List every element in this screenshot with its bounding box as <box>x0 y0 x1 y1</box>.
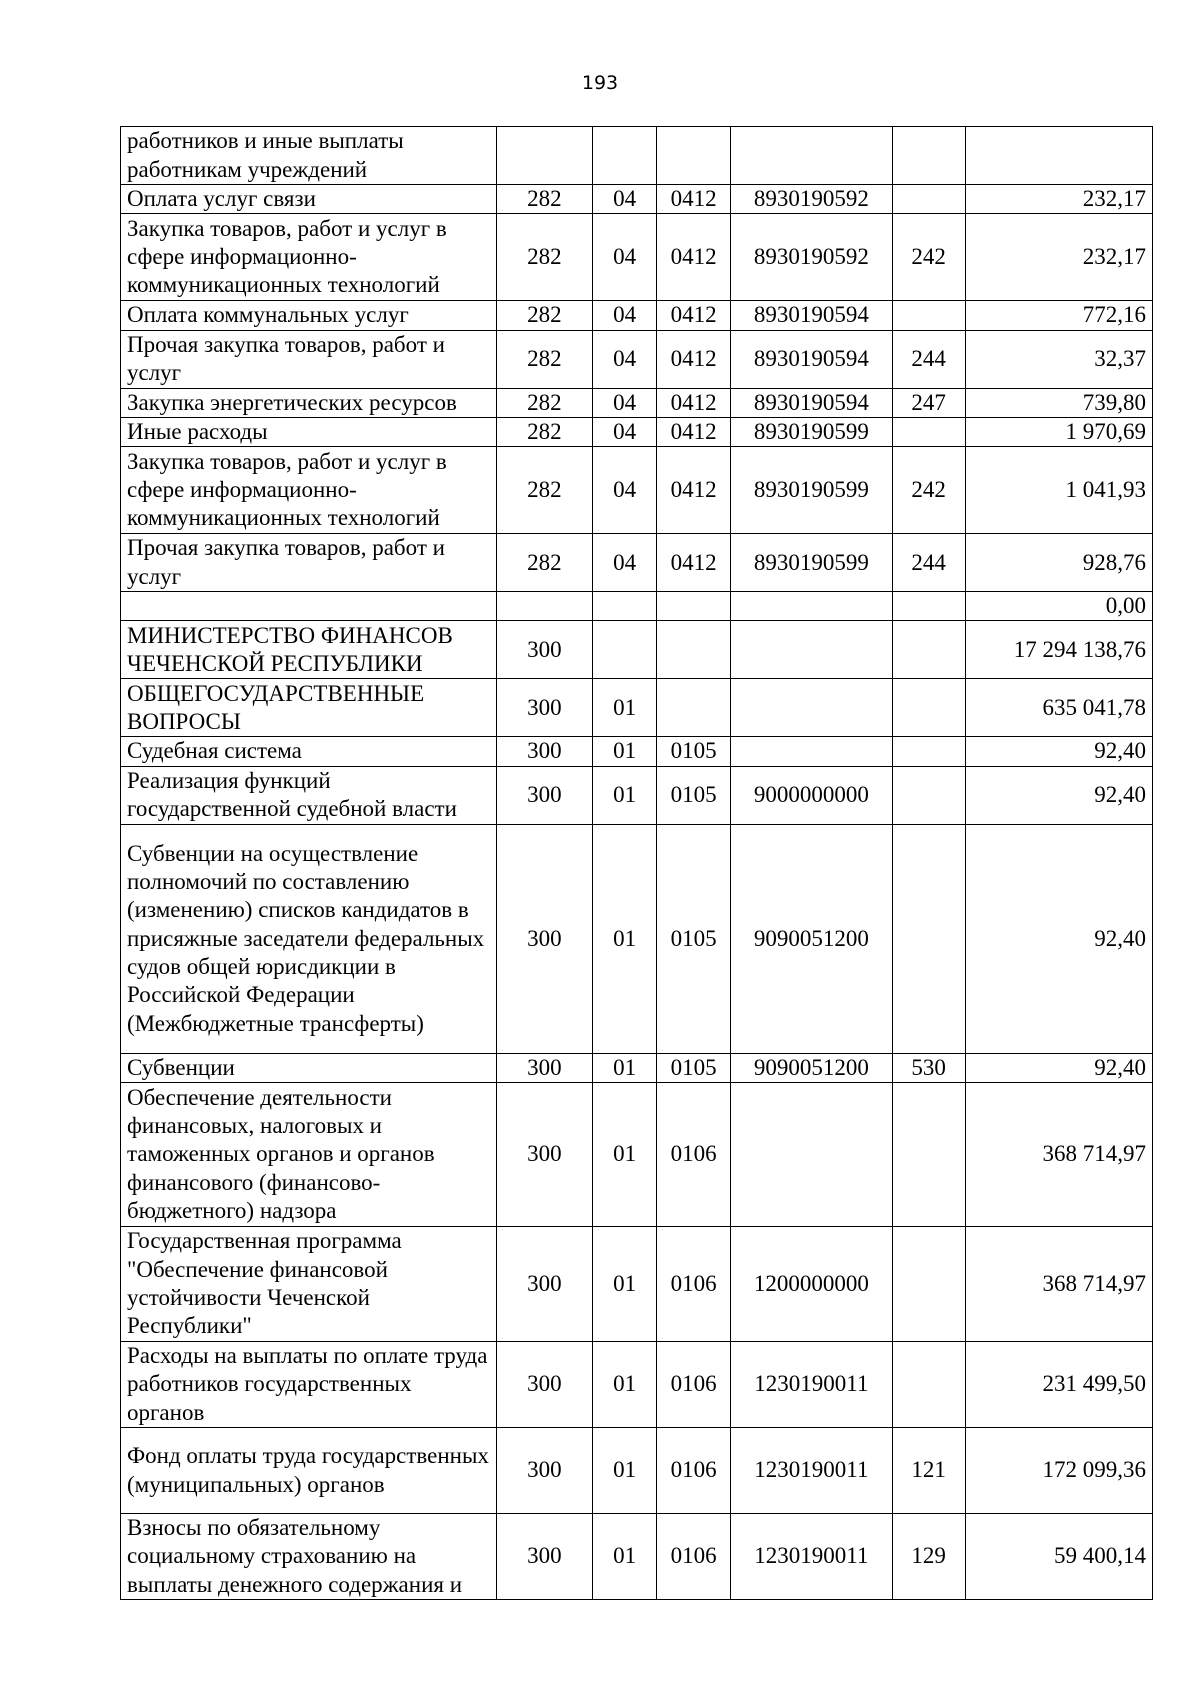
cell-target-item: 1230190011 <box>731 1428 893 1514</box>
cell-name: Прочая закупка товаров, работ и услуг <box>121 534 497 592</box>
cell-subsection <box>657 127 731 185</box>
cell-subsection: 0106 <box>657 1083 731 1227</box>
cell-section: 04 <box>593 417 657 446</box>
cell-expense-type <box>892 185 965 214</box>
cell-subsection: 0105 <box>657 1053 731 1082</box>
cell-name: Судебная система <box>121 737 497 766</box>
cell-section: 04 <box>593 330 657 388</box>
cell-name: Закупка товаров, работ и услуг в сфере информационно-коммуникационных технологий <box>121 447 497 534</box>
cell-section: 04 <box>593 214 657 301</box>
cell-admin-code: 300 <box>496 1053 593 1082</box>
cell-name: ОБЩЕГОСУДАРСТВЕННЫЕ ВОПРОСЫ <box>121 679 497 737</box>
cell-expense-type: 530 <box>892 1053 965 1082</box>
cell-name: Субвенции <box>121 1053 497 1082</box>
cell-target-item <box>731 737 893 766</box>
cell-subsection: 0412 <box>657 214 731 301</box>
cell-name: Реализация функций государственной судебной власти <box>121 766 497 824</box>
cell-admin-code: 282 <box>496 417 593 446</box>
cell-section: 01 <box>593 1053 657 1082</box>
cell-admin-code <box>496 127 593 185</box>
cell-subsection: 0412 <box>657 185 731 214</box>
cell-subsection: 0105 <box>657 824 731 1053</box>
cell-admin-code: 282 <box>496 214 593 301</box>
cell-subsection: 0106 <box>657 1342 731 1428</box>
cell-expense-type: 129 <box>892 1514 965 1600</box>
cell-amount: 232,17 <box>965 185 1152 214</box>
cell-amount: 739,80 <box>965 388 1152 417</box>
cell-expense-type <box>892 1227 965 1342</box>
cell-section: 04 <box>593 534 657 592</box>
cell-target-item: 8930190594 <box>731 330 893 388</box>
cell-admin-code: 282 <box>496 330 593 388</box>
cell-section: 01 <box>593 1342 657 1428</box>
cell-section: 01 <box>593 679 657 737</box>
cell-amount: 772,16 <box>965 301 1152 330</box>
cell-amount: 231 499,50 <box>965 1342 1152 1428</box>
table-row <box>121 621 1153 679</box>
cell-admin-code: 300 <box>496 1083 593 1227</box>
cell-admin-code <box>496 592 593 621</box>
cell-target-item <box>731 1083 893 1227</box>
cell-target-item: 8930190599 <box>731 447 893 534</box>
cell-admin-code: 282 <box>496 301 593 330</box>
cell-name: МИНИСТЕРСТВО ФИНАНСОВ ЧЕЧЕНСКОЙ РЕСПУБЛИКИ <box>121 621 497 679</box>
cell-target-item <box>731 621 893 679</box>
table-row <box>121 214 1153 301</box>
cell-name: Оплата коммунальных услуг <box>121 301 497 330</box>
cell-name: Государственная программа "Обеспечение финансовой устойчивости Чеченской Республики" <box>121 1227 497 1342</box>
cell-name: Прочая закупка товаров, работ и услуг <box>121 330 497 388</box>
table-row <box>121 1227 1153 1342</box>
cell-amount: 92,40 <box>965 766 1152 824</box>
cell-expense-type <box>892 621 965 679</box>
table-row <box>121 534 1153 592</box>
cell-target-item: 8930190592 <box>731 214 893 301</box>
cell-target-item <box>731 127 893 185</box>
budget-table <box>120 126 1153 1600</box>
cell-expense-type <box>892 824 965 1053</box>
cell-name: Взносы по обязательному социальному страхованию на выплаты денежного содержания и <box>121 1514 497 1600</box>
table-row <box>121 301 1153 330</box>
cell-section: 04 <box>593 185 657 214</box>
cell-name <box>121 592 497 621</box>
cell-admin-code: 300 <box>496 824 593 1053</box>
table-row <box>121 447 1153 534</box>
table-row <box>121 766 1153 824</box>
cell-subsection: 0412 <box>657 534 731 592</box>
cell-amount: 1 970,69 <box>965 417 1152 446</box>
cell-subsection <box>657 592 731 621</box>
cell-target-item <box>731 592 893 621</box>
cell-amount: 1 041,93 <box>965 447 1152 534</box>
cell-target-item: 8930190594 <box>731 388 893 417</box>
cell-target-item: 9090051200 <box>731 1053 893 1082</box>
cell-target-item <box>731 679 893 737</box>
cell-section: 04 <box>593 447 657 534</box>
cell-expense-type <box>892 766 965 824</box>
cell-admin-code: 300 <box>496 1428 593 1514</box>
table-row <box>121 330 1153 388</box>
cell-name: Обеспечение деятельности финансовых, налоговых и таможенных органов и органов финансового (финансово-бюджетного) надзора <box>121 1083 497 1227</box>
cell-expense-type <box>892 737 965 766</box>
cell-name: Фонд оплаты труда государственных (муниципальных) органов <box>121 1428 497 1514</box>
cell-subsection: 0412 <box>657 417 731 446</box>
table-row <box>121 1514 1153 1600</box>
table-row <box>121 1342 1153 1428</box>
cell-amount: 635 041,78 <box>965 679 1152 737</box>
cell-expense-type: 247 <box>892 388 965 417</box>
table-row <box>121 417 1153 446</box>
cell-expense-type <box>892 127 965 185</box>
cell-amount: 368 714,97 <box>965 1083 1152 1227</box>
cell-name: Закупка товаров, работ и услуг в сфере информационно-коммуникационных технологий <box>121 214 497 301</box>
cell-section: 01 <box>593 766 657 824</box>
table-row <box>121 679 1153 737</box>
cell-section: 01 <box>593 1227 657 1342</box>
cell-admin-code: 300 <box>496 1514 593 1600</box>
cell-expense-type <box>892 592 965 621</box>
cell-amount: 59 400,14 <box>965 1514 1152 1600</box>
cell-section: 04 <box>593 388 657 417</box>
cell-expense-type <box>892 417 965 446</box>
cell-admin-code: 282 <box>496 447 593 534</box>
cell-target-item: 1230190011 <box>731 1342 893 1428</box>
cell-admin-code: 300 <box>496 621 593 679</box>
table-row <box>121 185 1153 214</box>
cell-admin-code: 282 <box>496 185 593 214</box>
cell-section <box>593 127 657 185</box>
cell-amount: 32,37 <box>965 330 1152 388</box>
cell-expense-type <box>892 679 965 737</box>
cell-target-item: 8930190599 <box>731 534 893 592</box>
table-row <box>121 824 1153 1053</box>
cell-expense-type: 242 <box>892 214 965 301</box>
cell-name: Расходы на выплаты по оплате труда работников государственных органов <box>121 1342 497 1428</box>
table-row <box>121 127 1153 185</box>
cell-section <box>593 621 657 679</box>
table-row <box>121 1083 1153 1227</box>
cell-subsection <box>657 621 731 679</box>
cell-expense-type <box>892 1083 965 1227</box>
cell-admin-code: 300 <box>496 679 593 737</box>
cell-name: Иные расходы <box>121 417 497 446</box>
cell-amount: 0,00 <box>965 592 1152 621</box>
table-row <box>121 388 1153 417</box>
table-row <box>121 1053 1153 1082</box>
cell-section: 01 <box>593 1428 657 1514</box>
cell-section <box>593 592 657 621</box>
cell-admin-code: 300 <box>496 737 593 766</box>
cell-admin-code: 300 <box>496 1342 593 1428</box>
cell-amount: 17 294 138,76 <box>965 621 1152 679</box>
cell-admin-code: 300 <box>496 1227 593 1342</box>
cell-subsection: 0412 <box>657 447 731 534</box>
cell-subsection <box>657 679 731 737</box>
cell-name: Субвенции на осуществление полномочий по составлению (изменению) списков кандидатов в присяжные заседатели федеральных судов общей юрисдикции в Российской Федерации (Межбюджетные трансферты) <box>121 824 497 1053</box>
cell-admin-code: 300 <box>496 766 593 824</box>
page-number: 193 <box>581 72 619 94</box>
cell-subsection: 0105 <box>657 737 731 766</box>
cell-subsection: 0106 <box>657 1227 731 1342</box>
cell-subsection: 0105 <box>657 766 731 824</box>
cell-expense-type <box>892 1342 965 1428</box>
cell-admin-code: 282 <box>496 388 593 417</box>
cell-subsection: 0412 <box>657 388 731 417</box>
cell-section: 04 <box>593 301 657 330</box>
cell-amount: 172 099,36 <box>965 1428 1152 1514</box>
cell-expense-type: 244 <box>892 534 965 592</box>
cell-section: 01 <box>593 1083 657 1227</box>
cell-amount: 92,40 <box>965 737 1152 766</box>
table-row <box>121 592 1153 621</box>
cell-target-item: 8930190594 <box>731 301 893 330</box>
table-row <box>121 1428 1153 1514</box>
cell-target-item: 8930190599 <box>731 417 893 446</box>
cell-subsection: 0412 <box>657 330 731 388</box>
cell-section: 01 <box>593 737 657 766</box>
cell-expense-type <box>892 301 965 330</box>
cell-subsection: 0412 <box>657 301 731 330</box>
cell-amount <box>965 127 1152 185</box>
cell-target-item: 8930190592 <box>731 185 893 214</box>
cell-target-item: 1200000000 <box>731 1227 893 1342</box>
cell-name: работников и иные выплаты работникам учреждений <box>121 127 497 185</box>
cell-amount: 232,17 <box>965 214 1152 301</box>
cell-amount: 368 714,97 <box>965 1227 1152 1342</box>
cell-target-item: 9000000000 <box>731 766 893 824</box>
cell-expense-type: 242 <box>892 447 965 534</box>
cell-subsection: 0106 <box>657 1428 731 1514</box>
cell-admin-code: 282 <box>496 534 593 592</box>
cell-target-item: 9090051200 <box>731 824 893 1053</box>
cell-amount: 928,76 <box>965 534 1152 592</box>
cell-expense-type: 121 <box>892 1428 965 1514</box>
cell-section: 01 <box>593 1514 657 1600</box>
cell-name: Закупка энергетических ресурсов <box>121 388 497 417</box>
cell-name: Оплата услуг связи <box>121 185 497 214</box>
cell-amount: 92,40 <box>965 824 1152 1053</box>
cell-subsection: 0106 <box>657 1514 731 1600</box>
table-row <box>121 737 1153 766</box>
cell-amount: 92,40 <box>965 1053 1152 1082</box>
cell-target-item: 1230190011 <box>731 1514 893 1600</box>
cell-section: 01 <box>593 824 657 1053</box>
cell-expense-type: 244 <box>892 330 965 388</box>
